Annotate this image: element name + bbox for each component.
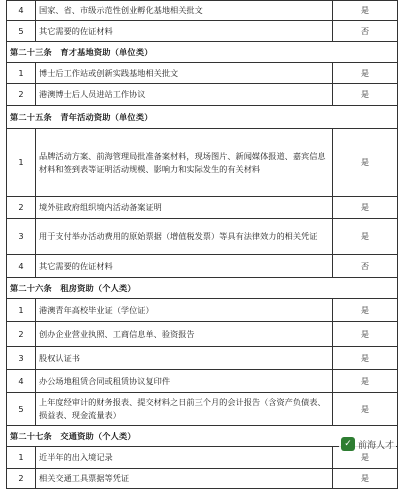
section-title: 第二十七条 交通资助（个人类） (7, 426, 398, 447)
material-description: 创办企业营业执照、工商信息单、验资报告 (36, 322, 333, 347)
required-flag: 是 (333, 322, 398, 347)
material-description: 港澳博士后人员进站工作协议 (36, 84, 333, 106)
table-row (7, 322, 398, 347)
table-row (7, 469, 398, 489)
required-flag: 否 (333, 255, 398, 278)
section-title: 第二十五条 青年活动资助（单位类） (7, 106, 398, 129)
table-row (7, 370, 398, 393)
table-row (7, 63, 398, 84)
table-row (7, 255, 398, 278)
required-flag: 是 (333, 197, 398, 219)
row-number: 5 (7, 21, 36, 42)
table-row (7, 219, 398, 255)
required-flag: 是 (333, 469, 398, 489)
row-number: 3 (7, 347, 36, 370)
material-description: 办公场地租赁合同或租赁协议复印件 (36, 370, 333, 393)
material-description: 股权认证书 (36, 347, 333, 370)
material-description: 博士后工作站或创新实践基地相关批文 (36, 63, 333, 84)
required-flag: 是 (333, 393, 398, 426)
material-description: 相关交通工具票据等凭证 (36, 469, 333, 489)
material-description: 其它需要的佐证材料 (36, 21, 333, 42)
material-description: 上年度经审计的财务报表、提交材料之日前三个月的会计报告（含资产负债表、损益表、现金流量表） (36, 393, 333, 426)
row-number: 2 (7, 322, 36, 347)
table-row (7, 1, 398, 21)
table-row (7, 197, 398, 219)
material-description: 品牌活动方案、前海管理局批准备案材料，现场图片、新闻媒体报道、嘉宾信息材料和签到表等证明活动规模、影响力和实际发生的有关材料 (36, 129, 333, 197)
watermark (339, 436, 396, 452)
table-row (7, 299, 398, 322)
material-description: 其它需要的佐证材料 (36, 255, 333, 278)
section-title: 第二十六条 租房资助（个人类） (7, 278, 398, 299)
materials-table (6, 0, 398, 489)
section-title: 第二十三条 育才基地资助（单位类） (7, 42, 398, 63)
required-flag: 是 (333, 447, 398, 469)
table-row (7, 393, 398, 426)
row-number: 3 (7, 219, 36, 255)
table-row (7, 347, 398, 370)
row-number: 1 (7, 129, 36, 197)
required-flag: 是 (333, 129, 398, 197)
row-number: 4 (7, 370, 36, 393)
row-number: 4 (7, 1, 36, 21)
required-flag: 是 (333, 370, 398, 393)
material-description: 国家、省、市级示范性创业孵化基地相关批文 (36, 1, 333, 21)
row-number: 1 (7, 299, 36, 322)
row-number: 2 (7, 197, 36, 219)
required-flag: 是 (333, 299, 398, 322)
watermark-text: 前海人才 (357, 440, 394, 451)
material-description: 港澳青年高校毕业证（学位证） (36, 299, 333, 322)
required-flag: 是 (333, 347, 398, 370)
required-flag: 是 (333, 84, 398, 106)
required-flag: 是 (333, 219, 398, 255)
table-row (7, 129, 398, 197)
table-row (7, 84, 398, 106)
material-description: 用于支付举办活动费用的原始票据（增值税发票）等具有法律效力的相关凭证 (36, 219, 333, 255)
section-header-row (7, 106, 398, 129)
material-description: 近半年的出入境记录 (36, 447, 333, 469)
required-flag: 否 (333, 21, 398, 42)
table-row (7, 21, 398, 42)
row-number: 4 (7, 255, 36, 278)
row-number: 1 (7, 63, 36, 84)
row-number: 1 (7, 447, 36, 469)
required-flag: 是 (333, 1, 398, 21)
row-number: 5 (7, 393, 36, 426)
section-header-row (7, 42, 398, 63)
material-description: 境外驻政府组织境内活动备案证明 (36, 197, 333, 219)
required-flag: 是 (333, 63, 398, 84)
row-number: 2 (7, 469, 36, 489)
wechat-logo-icon: ✓ (341, 437, 355, 451)
section-header-row (7, 278, 398, 299)
row-number: 2 (7, 84, 36, 106)
